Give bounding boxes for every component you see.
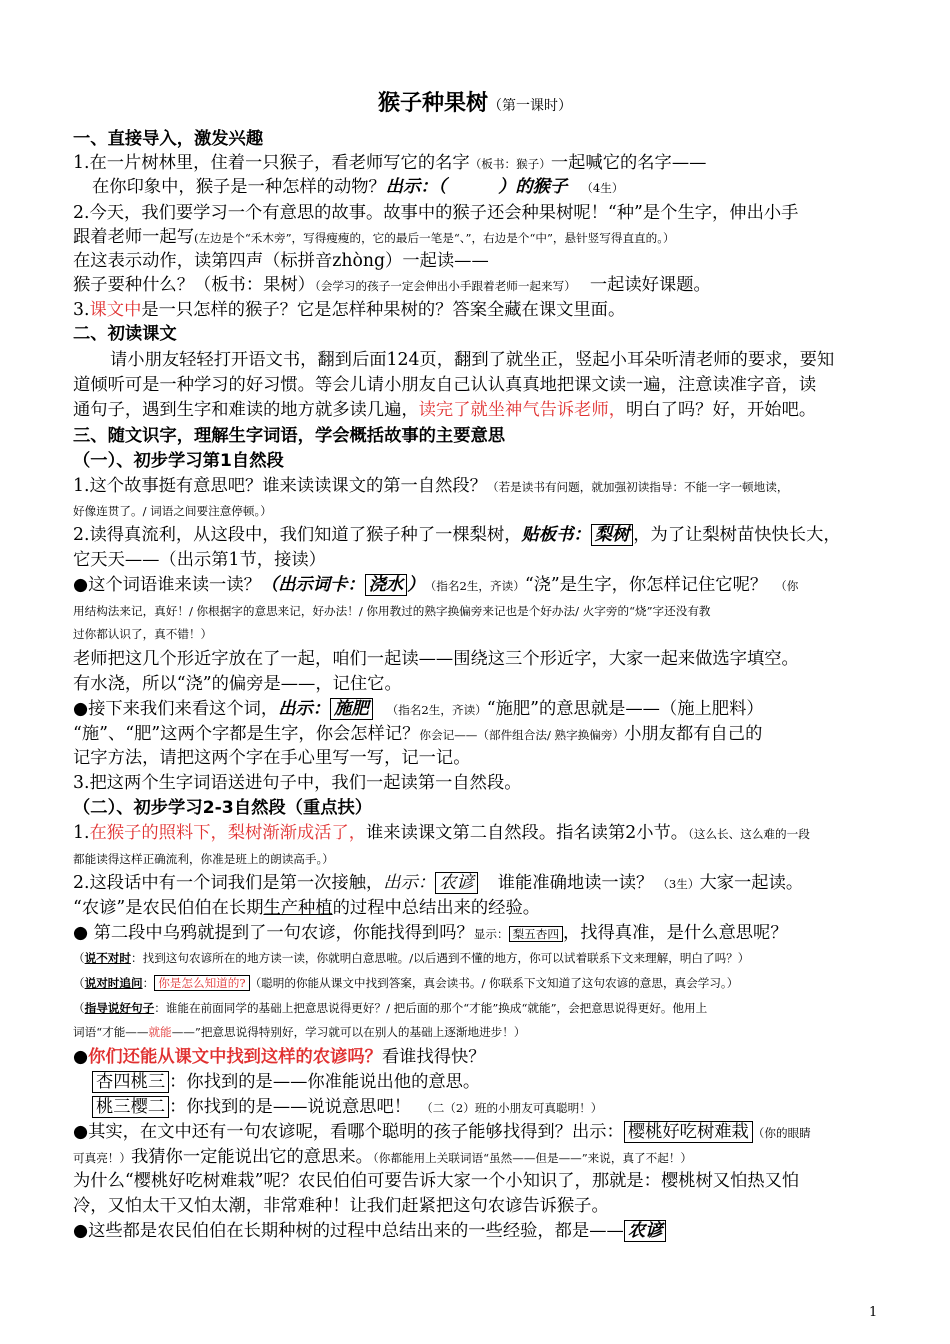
document-title: 猴子种果树（第一课时） [377,91,572,116]
word-card: 农谚 [435,872,478,894]
section-heading: 二、初读课文 [73,324,177,344]
paragraph-line: ●这个词语谁来读一读？（出示词卡： 浇水 ） （指名2生，齐读）“浇”是生字，你怎样记住它呢？ （你 [73,575,799,595]
paragraph-line: 请小朋友轻轻打开语文书，翻到后面124页，翻到了就坐正，竖起小耳朵听清老师的要求，要知 [110,350,835,370]
word-card: 樱桃好吃树难栽 [624,1121,753,1143]
paragraph-line: ●这些都是农民伯伯在长期种树的过程中总结出来的一些经验，都是—— 农谚 [73,1219,666,1243]
paragraph-line: 过你都认识了，真不错！） [73,627,213,641]
paragraph-line: 为什么“樱桃好吃树难栽”呢？农民伯伯可要告诉大家一个小知识了，那就是：樱桃树又怕热又怕 [73,1171,800,1191]
paragraph-line: 它天天——（出示第1节，接读） [73,550,326,570]
paragraph-line: ●其实，在文中还有一句农谚呢，看哪个聪明的孩子能够找得到？出示： 樱桃好吃树难栽 （你的眼睛 [73,1122,811,1142]
paragraph-line: （指导说好句子：谁能在前面同学的基础上把意思说得更好？/ 把后面的那个“才能”换成“就能”，会把意思说得更好。他用上 [73,1001,708,1015]
paragraph-line: 3.课文中是一只怎样的猴子？它是怎样种果树的？答案全藏在课文里面。 [73,300,626,320]
paragraph-line: ● 第二段中乌鸦就提到了一句农谚，你能找得到吗？显示： 梨五杏四 ，找得真准，是什么意思呢？ [73,923,788,943]
paragraph-line: 老师把这几个形近字放在了一起，咱们一起读——围绕这三个形近字，大家一起来做选字填空。 [73,649,799,669]
paragraph-line: 用结构法来记，真好！/ 你根据字的意思来记，好办法！/ 你用教过的熟字换偏旁来记也是个好办法/ 火字旁的“烧”字还没有教 [73,604,711,618]
paragraph-line: 有水浇，所以“浇”的偏旁是——，记住它。 [73,674,402,694]
paragraph-line: 猴子要种什么？（板书：果树）（会学习的孩子一定会伸出小手跟着老师一起来写） 一起读好课题。 [73,275,711,295]
paragraph-line: 2.这段话中有一个词我们是第一次接触，出示： 农谚 谁能准确地读一读？ （3生）大家一起读。 [73,873,804,893]
paragraph-line: ●接下来我们来看这个词，出示： 施肥 （指名2生，齐读）“施肥”的意思就是——（施上肥料） [73,699,764,719]
subsection-heading: （二）、初步学习2-3自然段（重点扶） [73,798,373,818]
paragraph-line: 在这表示动作，读第四声（标拼音zhòng）一起读—— [73,251,489,271]
word-card: 农谚 [624,1220,667,1242]
paragraph-line: 2.读得真流利，从这段中，我们知道了猴子种了一棵梨树，贴板书： 梨树 ，为了让梨树苗快快长大， [73,525,841,545]
subsection-heading: （一）、初步学习第1自然段 [73,451,284,471]
paragraph-line: 冷，又怕太干又怕太潮，非常难种！让我们赶紧把这句农谚告诉猴子。 [73,1196,609,1216]
paragraph-line: 可真亮！）我猜你一定能说出它的意思来。（你都能用上关联词语“虽然——但是——”来说，真了不起！） [73,1147,693,1167]
page-number: 1 [869,1305,878,1320]
question-card: 你是怎么知道的? [154,975,249,991]
section-heading: 一、直接导入，激发兴趣 [73,129,264,149]
paragraph-line: 2.今天，我们要学习一个有意思的故事。故事中的猴子还会种果树呢！“种”是个生字，伸出小手 [73,203,799,223]
paragraph-line: （说不对时：找到这句农谚所在的地方读一读，你就明白意思啦。/以后遇到不懂的地方，你可以试着联系下文来理解，明白了吗？） [73,951,750,965]
word-card: 桃三樱二 [92,1096,169,1118]
paragraph-line: 通句子，遇到生字和难读的地方就多读几遍，读完了就坐神气告诉老师，明白了吗？好，开始吧。 [73,400,817,420]
word-card: 杏四桃三 [92,1071,169,1093]
word-card: 浇水 [365,574,408,596]
paragraph-line: 3.把这两个生字词语送进句子中，我们一起读第一自然段。 [73,773,522,793]
paragraph-line: ●你们还能从课文中找到这样的农谚吗？看谁找得快？ [73,1047,486,1067]
paragraph-line: “农谚”是农民伯伯在长期生产种植的过程中总结出来的经验。 [73,898,541,918]
paragraph-line: 杏四桃三 ：你找到的是——你准能说出他的意思。 [92,1070,480,1094]
word-card: 施肥 [330,698,373,720]
paragraph-line: 跟着老师一起写(左边是个“禾木旁”，写得瘦瘦的，它的最后一笔是“、”，右边是个“中”，悬针竖写得直直的。） [73,227,675,247]
word-card: 梨树 [591,524,634,546]
paragraph-line: 1.在一片树林里，住着一只猴子，看老师写它的名字（板书：猴子）一起喊它的名字—— [73,153,707,173]
paragraph-line: 好像连贯了。/ 词语之间要注意停顿。） [73,504,272,518]
paragraph-line: 1.在猴子的照料下，梨树渐渐成活了，谁来读课文第二自然段。指名读第2小节。（这么长、这么难的一段 [73,823,810,843]
paragraph-line: 词语“才能——就能——”把意思说得特别好，学习就可以在别人的基础上逐渐地进步！） [73,1025,526,1039]
paragraph-line: “施”、“肥”这两个字都是生字，你会怎样记？你会记——（部件组合法/ 熟字换偏旁）小朋友都有自己的 [73,724,763,744]
paragraph-line: （说对时追问： 你是怎么知道的? （聪明的你能从课文中找到答案，真会读书。/ 你联系下文知道了这句农谚的意思，真会学习。） [73,976,739,990]
paragraph-line: 1.这个故事挺有意思吧？谁来读读课文的第一自然段？（若是读书有问题，就加强初读指导：不能一字一顿地读， [73,476,789,496]
paragraph-line: 在你印象中，猴子是一种怎样的动物？出示：（ ）的猴子 （4生） [92,177,624,197]
word-card: 梨五杏四 [509,926,563,942]
paragraph-line: 道倾听可是一种学习的好习惯。等会儿请小朋友自己认认真真地把课文读一遍，注意读准字音，读 [73,375,817,395]
paragraph-line: 都能读得这样正确流利，你准是班上的朗读高手。） [73,852,334,866]
paragraph-line: 记字方法，请把这两个字在手心里写一写，记一记。 [73,748,471,768]
paragraph-line: 桃三樱二 ：你找到的是——说说意思吧！ （二（2）班的小朋友可真聪明！） [92,1095,602,1120]
section-heading: 三、随文识字，理解生字词语，学会概括故事的主要意思 [73,426,506,446]
